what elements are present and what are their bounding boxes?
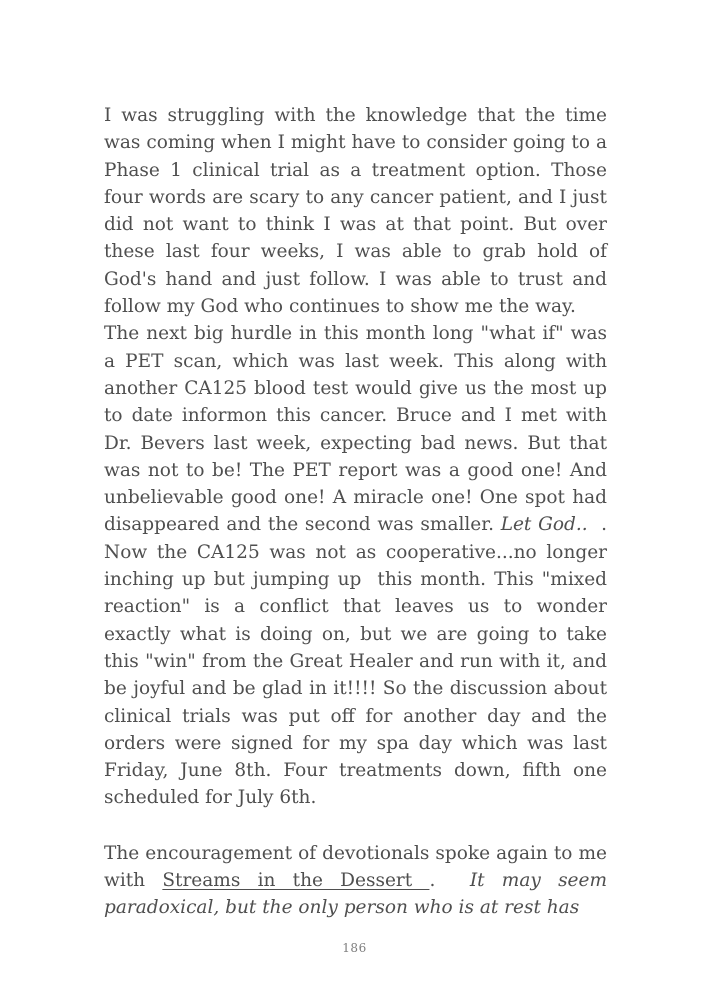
- paragraph-1: [104, 102, 607, 320]
- body-text: [104, 102, 607, 922]
- paragraph-3: [104, 840, 607, 922]
- book-title: Streams in the Dessert: [162, 870, 430, 892]
- text-segment: I was struggling with the knowledge that the time was coming when I might have to consider going to a Phase 1 clinical trial as a treatment option. Those four words are scary to any cancer patient, and I just did not want to think I was at that point. But over these last four weeks, I was able to grab hold of God's hand and just follow. I was able to trust and follow my God who continues to show me the way.: [104, 105, 607, 318]
- paragraph-2: [104, 320, 607, 811]
- text-segment: . Now the CA125 was not as cooperative...no longer inching up but jumping up this month. This "mixed reaction" is a conflict that leaves us to wonder exactly what is doing on, but we are going to take this "win" from the Great Healer and run with it, and be joyful and be glad in it!!!! So the discussion about clinical trials was put off for another day and the orders were signed for my spa day which was last Friday, June 8th. Four treatments down, fifth one scheduled for July 6th.: [104, 514, 607, 809]
- text-segment: .: [429, 870, 470, 892]
- let-god-phrase: Let God..: [500, 514, 588, 536]
- text-segment: The encouragement of devotionals spoke again to me with: [104, 842, 607, 892]
- devotional-quote: It may seem paradoxical, but the only person who is at rest has: [104, 870, 607, 919]
- text-segment: The next big hurdle in this month long "what if" was a PET scan, which was last week. This along with another CA125 blood test would give us the most up to date informon this cancer. Bruce and I met with Dr. Bevers last week, expecting bad news. But that was not to be! The PET report was a good one! And unbelievable good one! A miracle one! One spot had disappeared and the second was smaller.: [104, 323, 607, 536]
- page-number: 186: [342, 941, 367, 955]
